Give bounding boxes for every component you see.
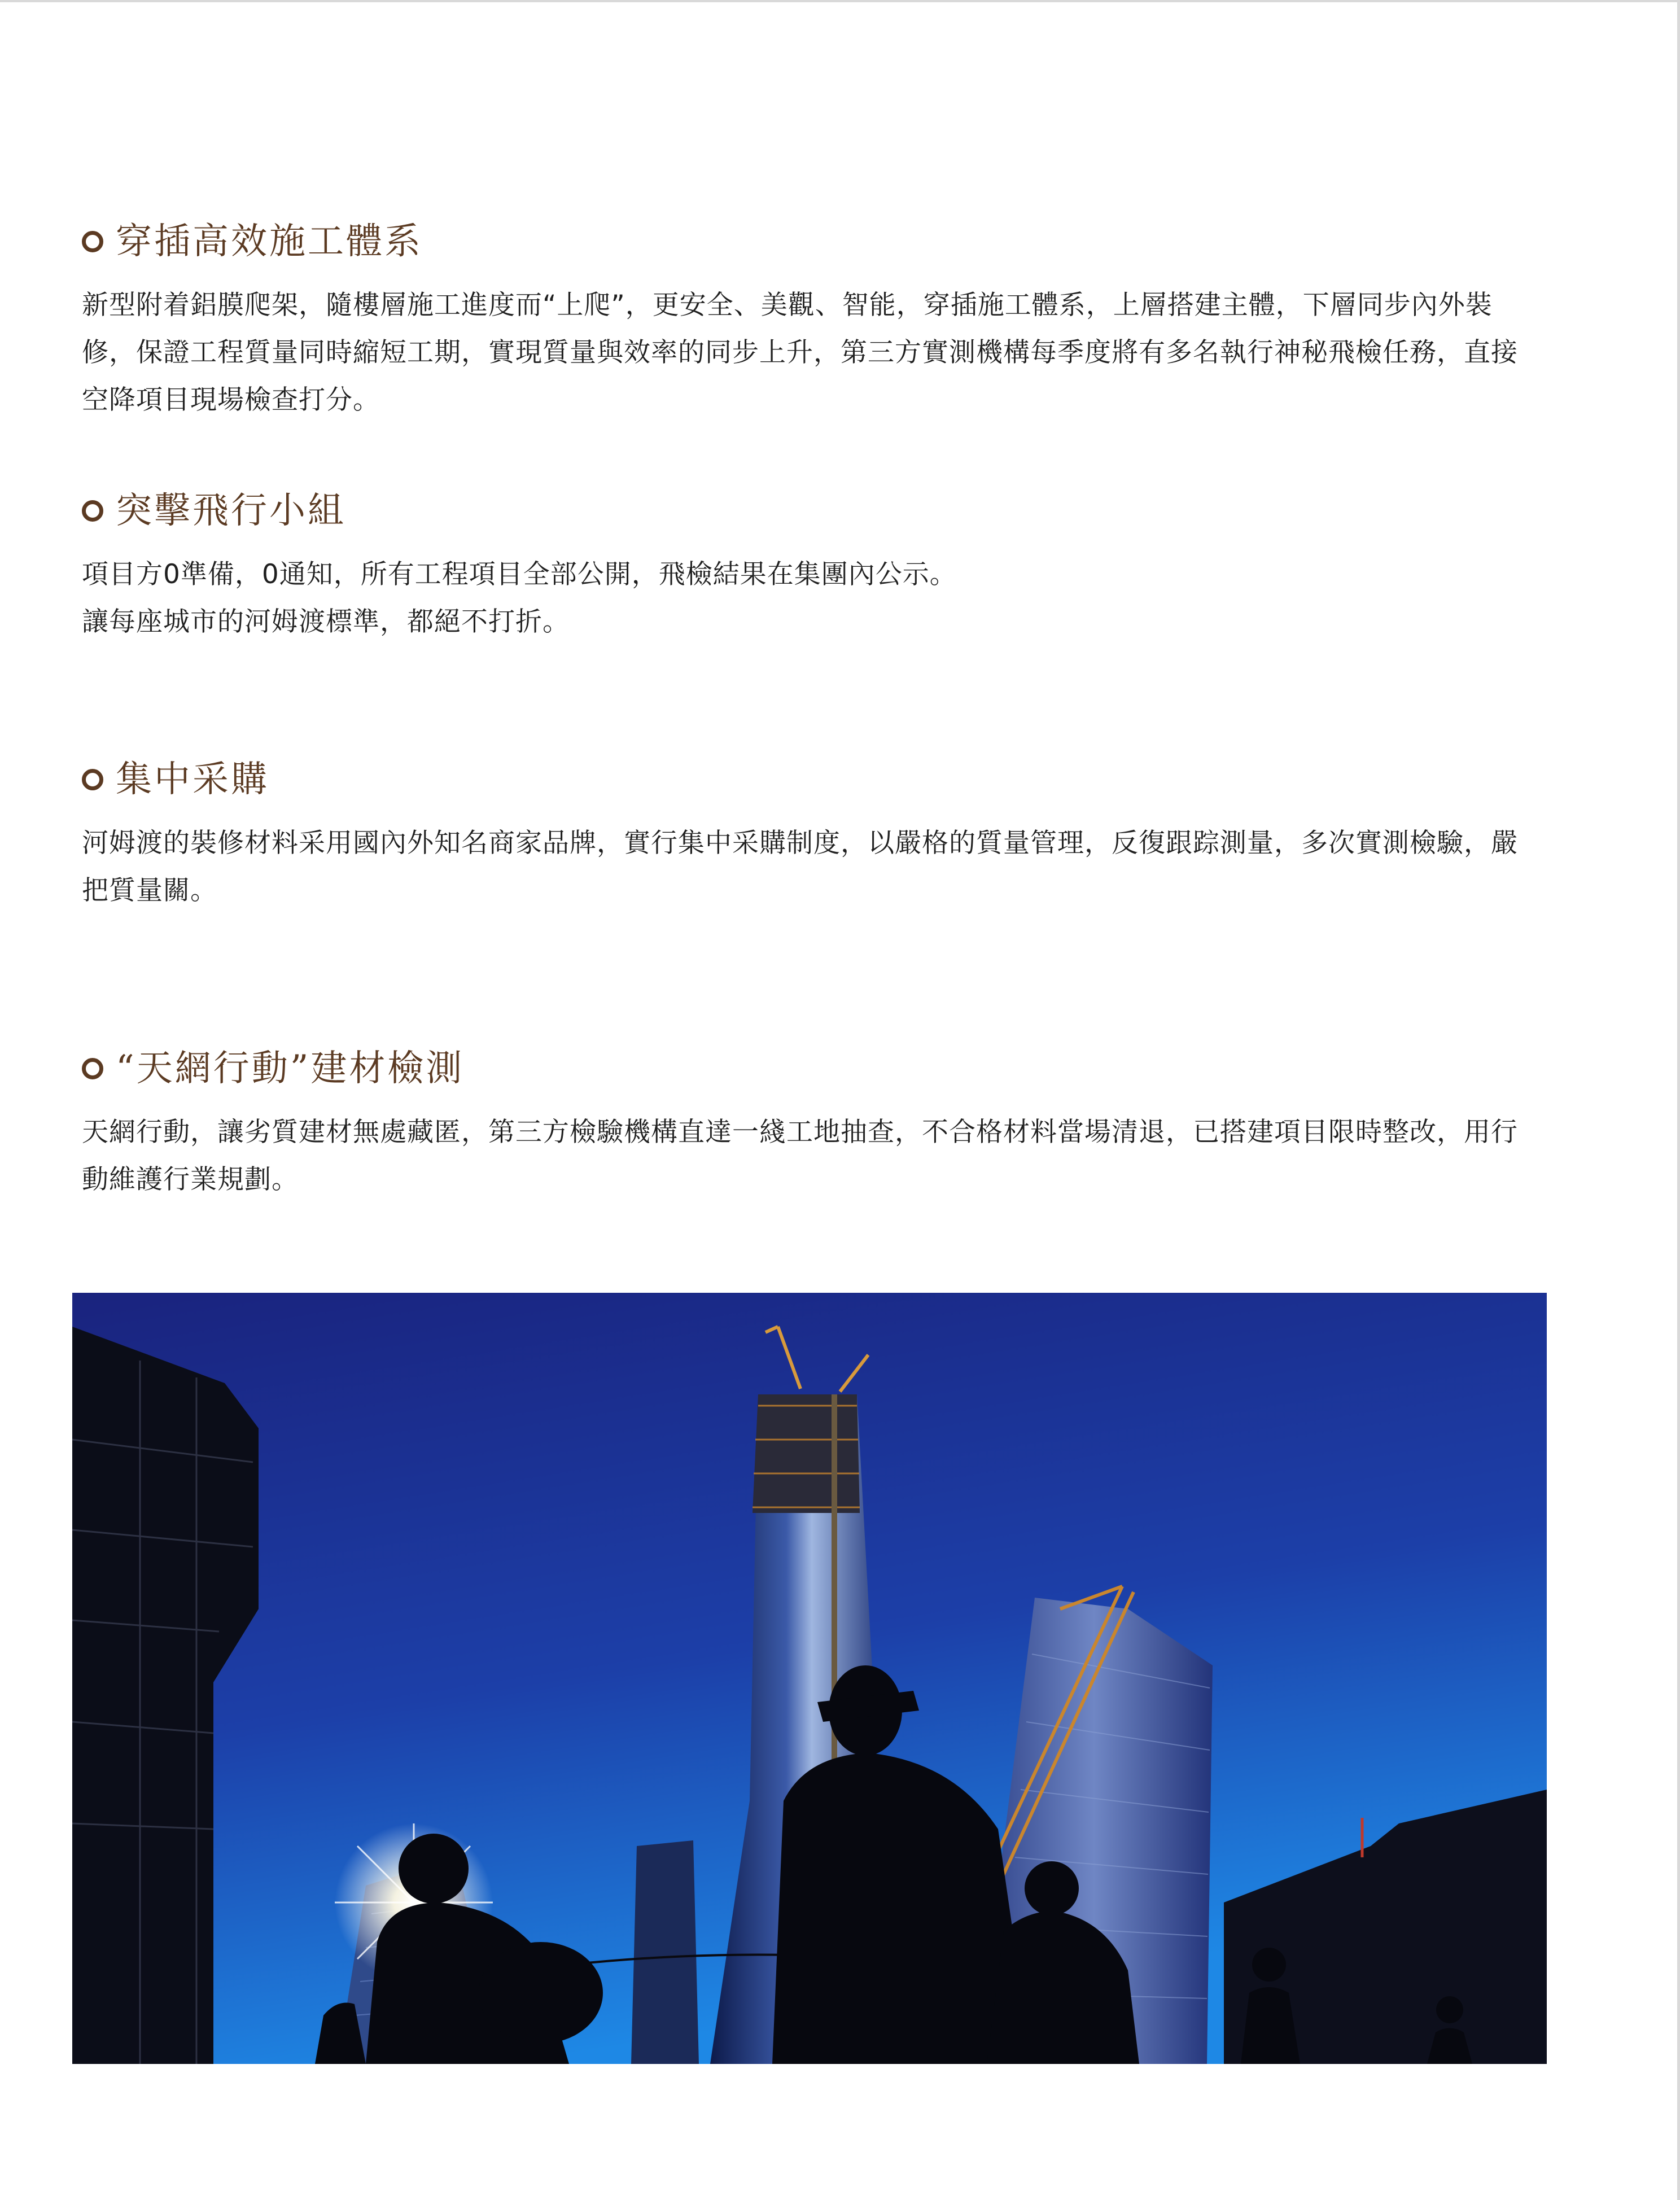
section-heading	[82, 486, 1544, 536]
page-border-top	[0, 0, 1680, 2]
section-body	[82, 820, 1544, 915]
page-border-right	[1677, 0, 1680, 2200]
circle-bullet-icon	[82, 1058, 103, 1079]
section-heading	[82, 216, 1544, 267]
circle-bullet-icon	[82, 769, 103, 790]
section-body	[82, 1109, 1544, 1204]
circle-bullet-icon	[82, 500, 103, 522]
section-title: “天網行動”建材檢測	[116, 1048, 465, 1090]
section-title: 突擊飛行小組	[116, 490, 346, 532]
section-body	[82, 551, 1544, 646]
paragraph: 項目方0準備，0通知，所有工程項目全部公開，飛檢結果在集團內公示。	[82, 559, 957, 590]
section-centralized-procurement	[82, 754, 1544, 915]
section-heading	[82, 1043, 1544, 1094]
paragraph: 天網行動，讓劣質建材無處藏匿，第三方檢驗機構直達一綫工地抽查，不合格材料當場清退，已搭建項目限時整改，用行動維護行業規劃。	[82, 1117, 1518, 1195]
section-title: 集中采購	[116, 759, 269, 801]
paragraph: 新型附着鋁膜爬架，隨樓層施工進度而“上爬”，更安全、美觀、智能，穿插施工體系，上層搭建主體，下層同步內外裝修，保證工程質量同時縮短工期，實現質量與效率的同步上升，第三方實測機構每季度將有多名執行神秘飛檢任務，直接空降項目現場檢查打分。	[82, 290, 1518, 415]
section-flying-inspection	[82, 486, 1544, 646]
section-heading	[82, 754, 1544, 805]
circle-bullet-icon	[82, 231, 103, 252]
section-material-testing	[82, 1043, 1544, 1204]
paragraph: 河姆渡的裝修材料采用國內外知名商家品牌，實行集中采購制度，以嚴格的質量管理，反復跟踪測量，多次實測檢驗，嚴把質量關。	[82, 828, 1518, 906]
section-construction-system	[82, 216, 1544, 424]
section-title: 穿插高效施工體系	[116, 221, 423, 263]
paragraph: 讓每座城市的河姆渡標準，都絕不打折。	[82, 606, 570, 637]
section-body	[82, 282, 1544, 424]
construction-site-photo	[72, 1293, 1547, 2064]
